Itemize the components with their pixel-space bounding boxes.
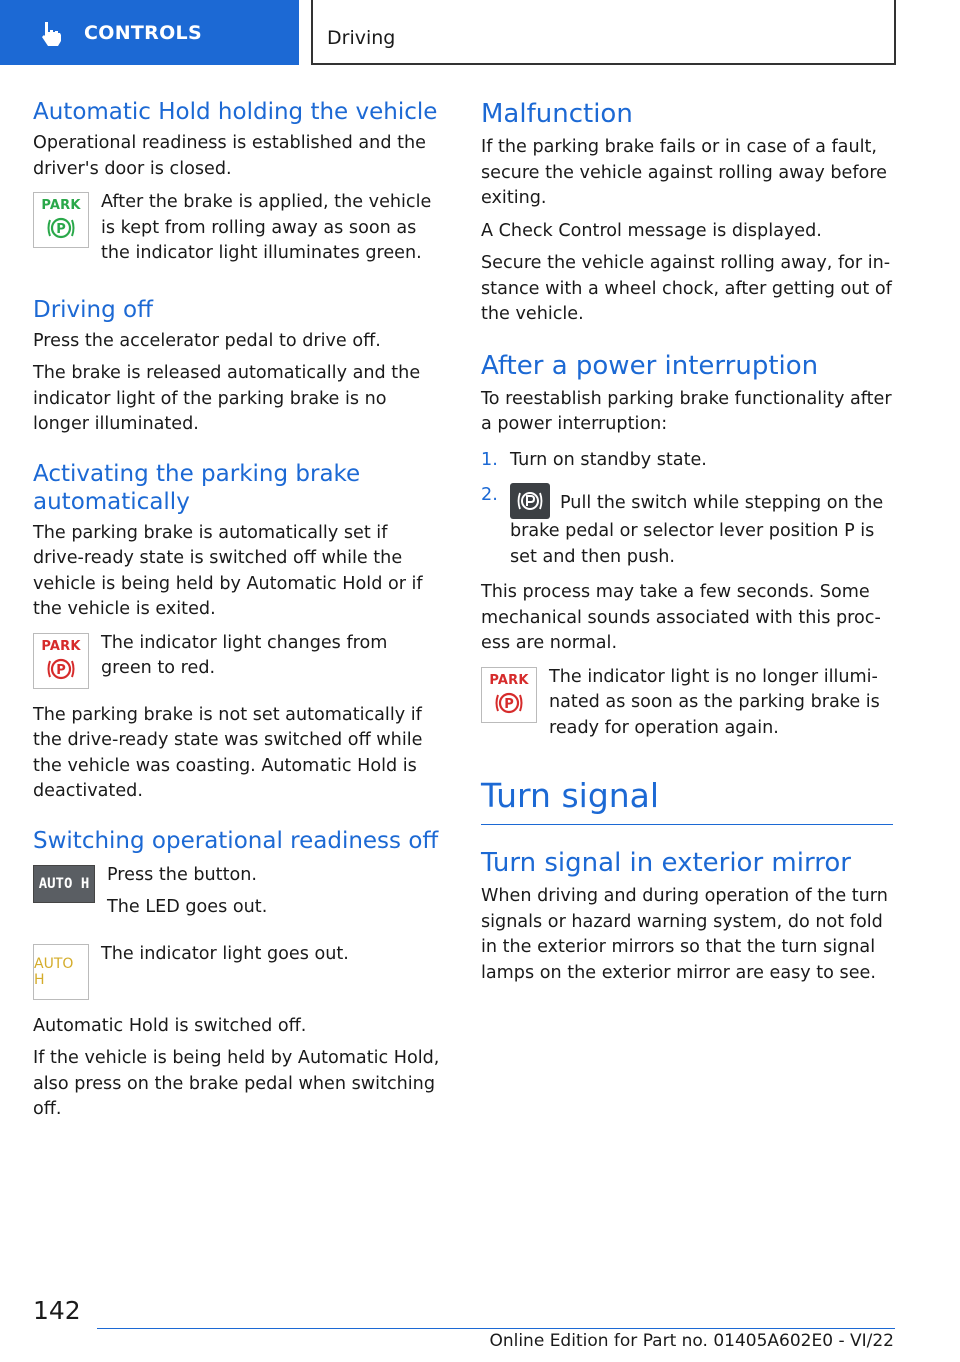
auto-hold-icon-text: After the brake is applied, the vehicle is kept from rolling away as soon as the indicator light illuminates green. bbox=[101, 192, 432, 263]
auto-h-button-icon: AUTO H bbox=[33, 865, 95, 903]
activating-p2: The parking brake is not set automatically if the drive-ready state was switched off while the vehicle was coasting. Automatic Hold is deactivated. bbox=[33, 704, 423, 801]
malfunction-p1: If the parking brake fails or in case of a fault, secure the vehicle against rolling away before exiting. bbox=[481, 137, 887, 208]
park-p-glyph: P bbox=[504, 696, 514, 712]
park-label: PARK bbox=[489, 672, 529, 688]
park-label: PARK bbox=[41, 198, 81, 213]
step-text: Turn on standby state. bbox=[510, 449, 707, 470]
activating-indicator-row bbox=[33, 631, 443, 689]
section-label: CONTROLS bbox=[84, 21, 202, 44]
heading-power-interruption: After a power interruption bbox=[481, 350, 819, 381]
malfunction-p2: A Check Control message is displayed. bbox=[481, 220, 822, 241]
heading-turn-signal: Turn signal bbox=[481, 776, 893, 825]
step-number: 1. bbox=[481, 449, 498, 470]
step-text: Pull the switch while stepping on the brake pedal or selector lever position P is set and then push. bbox=[510, 493, 884, 567]
power-p1: This process may take a few seconds. Some mechanical sounds associated with this proc-ess are normal. bbox=[481, 582, 881, 653]
footer-divider bbox=[97, 1328, 895, 1329]
left-column bbox=[33, 98, 443, 1130]
right-column bbox=[481, 98, 893, 993]
autoh-button-row bbox=[33, 863, 443, 928]
park-label: PARK bbox=[41, 638, 81, 654]
auto-hold-text: Operational readiness is established and the driver's door is closed. bbox=[33, 133, 426, 179]
indicator-out-text: The indicator light goes out. bbox=[101, 943, 349, 964]
switching-off-p1: Automatic Hold is switched off. bbox=[33, 1015, 307, 1036]
chapter-header bbox=[311, 0, 896, 65]
heading-turn-signal-mirror: Turn signal in exterior mirror bbox=[481, 848, 851, 878]
heading-switching-off: Switching operational readiness off bbox=[33, 827, 439, 854]
activating-p1: The parking brake is automatically set if drive-ready state is switched off while the vehicle is being held by Automatic Hold or if the vehicle is exited. bbox=[33, 522, 423, 619]
park-p-glyph: P bbox=[56, 222, 66, 237]
park-indicator-red-icon bbox=[481, 667, 537, 723]
section-tab[interactable] bbox=[0, 0, 299, 65]
power-intro: To reestablish parking brake functionality after a power interruption: bbox=[481, 388, 892, 434]
park-p-glyph: P bbox=[56, 662, 66, 678]
heading-driving-off: Driving off bbox=[33, 296, 153, 323]
power-steps-list bbox=[481, 448, 893, 571]
parking-brake-symbol-icon bbox=[494, 690, 524, 716]
turn-signal-p1: When driving and during operation of the turn signals or hazard warning system, do not fold in the exterior mirrors so that the turn signal lamps on the exterior mirror are easy to see. bbox=[481, 886, 888, 983]
heading-malfunction: Malfunction bbox=[481, 99, 633, 129]
park-indicator-red-icon bbox=[33, 633, 89, 689]
page-number: 142 bbox=[33, 1296, 81, 1325]
press-button-text: Press the button. bbox=[107, 864, 257, 885]
list-item bbox=[481, 448, 893, 474]
parking-brake-symbol-icon bbox=[46, 215, 76, 241]
auto-h-indicator-icon: AUTO H bbox=[33, 944, 89, 1000]
chapter-label: Driving bbox=[327, 27, 396, 49]
power-indicator-row bbox=[481, 665, 893, 749]
footer-edition: Online Edition for Part no. 01405A602E0 - VI/22 bbox=[489, 1331, 894, 1351]
activating-icon-text: The indicator light changes from green to red. bbox=[101, 632, 388, 678]
step-number: 2. bbox=[481, 485, 498, 505]
power-icon-text: The indicator light is no longer illumi-nated as soon as the parking brake is ready for operation again. bbox=[549, 666, 880, 738]
heading-auto-hold: Automatic Hold holding the vehicle bbox=[33, 99, 438, 125]
led-out-text: The LED goes out. bbox=[107, 897, 268, 917]
malfunction-p3: Secure the vehicle against rolling away, for in-stance with a wheel chock, after getting out of the vehicle. bbox=[481, 253, 892, 324]
driving-off-p2: The brake is released automatically and the indicator light of the parking brake is no longer illuminated. bbox=[33, 363, 421, 434]
driving-off-p1: Press the accelerator pedal to drive off. bbox=[33, 330, 381, 351]
list-item bbox=[481, 483, 893, 570]
parking-brake-symbol-icon bbox=[46, 656, 76, 682]
switching-off-p2: If the vehicle is being held by Automatic Hold, also press on the brake pedal when switching off. bbox=[33, 1048, 440, 1119]
auto-hold-indicator-row bbox=[33, 190, 443, 274]
park-indicator-green-icon bbox=[33, 192, 89, 248]
parking-brake-switch-icon bbox=[510, 483, 550, 519]
hand-pointer-icon bbox=[36, 18, 66, 48]
autoh-indicator-row bbox=[33, 942, 443, 1000]
heading-activating: Activating the parking brake automatically bbox=[33, 460, 361, 515]
